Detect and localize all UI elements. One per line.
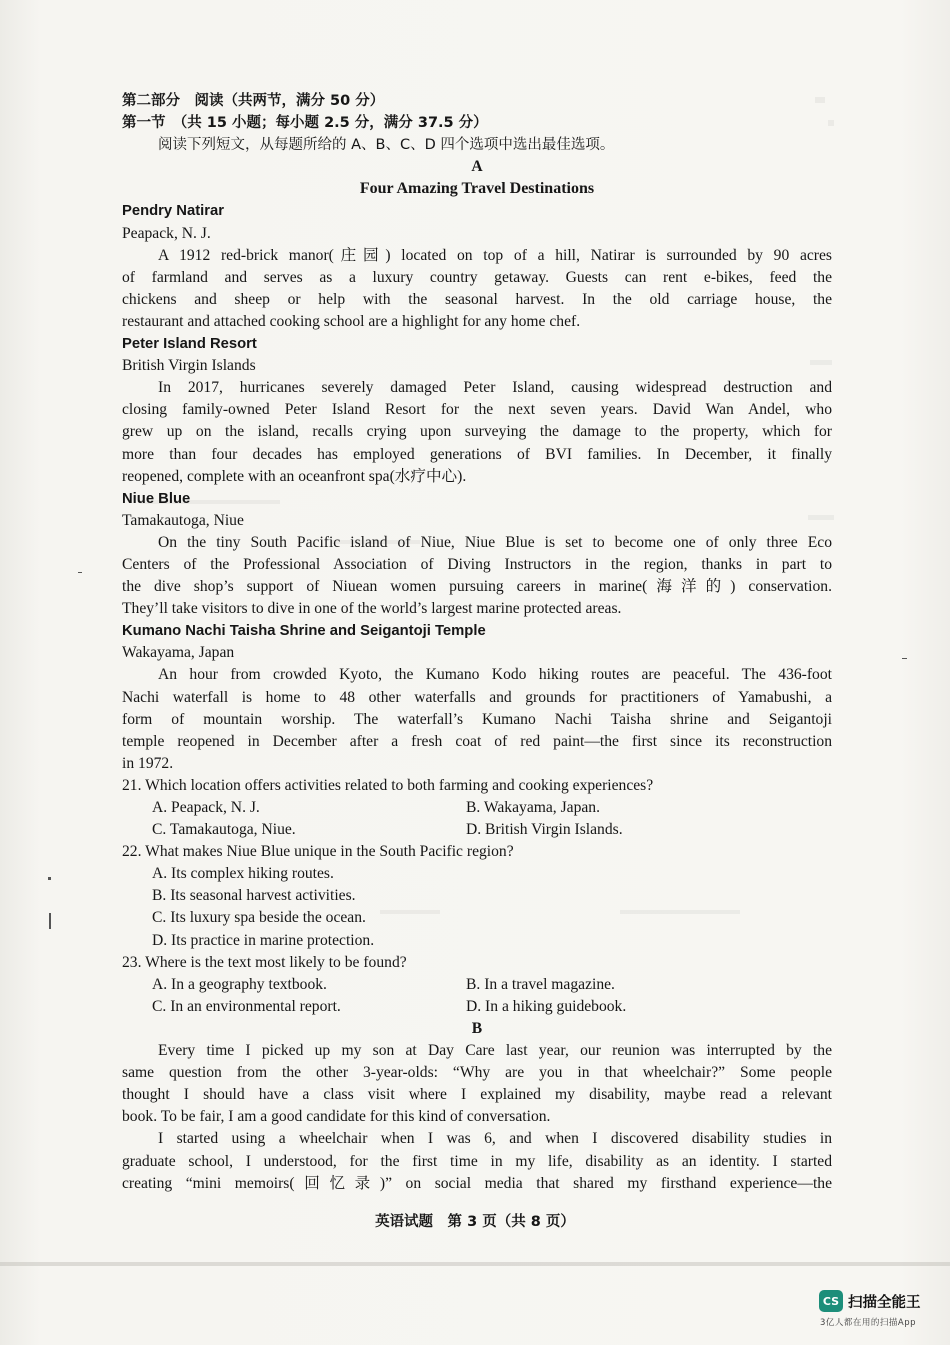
option-d: D. In a hiking guidebook. xyxy=(466,997,627,1015)
body-line: grew up on the island, recalls crying upon surveying the damage to the property, which for xyxy=(122,423,832,441)
body-line: A 1912 red-brick manor(庄园) located on top of a hill, Natirar is surrounded by 90 acres xyxy=(158,246,832,264)
exam-content xyxy=(122,90,832,1195)
body-line: of farmland and serves as a luxury country getaway. Guests can rent e-bikes, feed the xyxy=(122,268,832,286)
instructions: 阅读下列短文，从每题所给的 A、B、C、D 四个选项中选出最佳选项。 xyxy=(158,137,615,154)
option-b: B. In a travel magazine. xyxy=(466,975,615,993)
body-line: I started using a wheelchair when I was 6, and when I discovered disability studies in xyxy=(158,1130,832,1148)
body-line: closing family-owned Peter Island Resort for the next seven years. David Wan Andel, who xyxy=(122,401,832,419)
page-footer: 英语试题 第 3 页（共 8 页） xyxy=(375,1214,575,1230)
body-line: reopened, complete with an oceanfront spa(水疗中心). xyxy=(122,467,467,485)
option-row xyxy=(122,974,832,996)
option-a: A. Its complex hiking routes. xyxy=(152,865,334,883)
body-line: On the tiny South Pacific island of Niue, Niue Blue is set to become one of only three Eco xyxy=(158,533,832,551)
scan-edge-mark xyxy=(902,658,907,659)
option-c: C. Tamakautoga, Niue. xyxy=(152,821,296,839)
option-d: D. Its practice in marine protection. xyxy=(152,931,375,949)
body-line: more than four decades has employed generations of BVI families. In December, it finally xyxy=(122,445,832,463)
destination-location: Peapack, N. J. xyxy=(122,224,211,242)
scanner-tagline: 3亿人都在用的扫描App xyxy=(820,1318,917,1328)
body-line: form of mountain worship. The waterfall’s Kumano Nachi Taisha shrine and Seigantoji xyxy=(122,710,832,728)
body-line: book. To be fair, I am a good candidate for this kind of conversation. xyxy=(122,1108,551,1126)
body-line: graduate school, I understood, for the first time in my life, disability as an identity. I started xyxy=(122,1152,832,1170)
body-line: restaurant and attached cooking school are a highlight for any home chef. xyxy=(122,312,581,330)
body-line: In 2017, hurricanes severely damaged Peter Island, causing widespread destruction and xyxy=(158,379,832,397)
body-line: the dive shop’s support of Niuean women pursuing careers in marine(海洋的) conservation. xyxy=(122,578,832,596)
option-a: A. In a geography textbook. xyxy=(152,975,327,993)
body-line: They’ll take visitors to dive in one of the world’s largest marine protected areas. xyxy=(122,600,622,618)
scanner-app-name: 扫描全能王 xyxy=(848,1294,921,1311)
scan-edge-mark xyxy=(48,877,51,880)
destination-location: Tamakautoga, Niue xyxy=(122,511,244,529)
scanner-badge xyxy=(819,1290,921,1312)
camscanner-logo-icon: CS xyxy=(819,1290,843,1312)
destination-name: Kumano Nachi Taisha Shrine and Seigantoji Temple xyxy=(122,623,486,640)
section-heading: 第一节 （共 15 小题；每小题 2.5 分，满分 37.5 分） xyxy=(122,115,488,132)
option-row xyxy=(122,797,832,819)
body-line: creating “mini memoirs(回忆录)” on social media that shared my firsthand experience—the xyxy=(122,1174,832,1192)
option-d: D. British Virgin Islands. xyxy=(466,821,623,839)
body-line: same question from the other 3-year-olds: “Why are you in that wheelchair?” Some people xyxy=(122,1064,832,1082)
destination-location: Wakayama, Japan xyxy=(122,644,235,662)
scan-edge-mark xyxy=(49,913,51,929)
body-line: chickens and sheep or help with the seasonal harvest. In the old carriage house, the xyxy=(122,290,832,308)
question-stem: 21. Which location offers activities related to both farming and cooking experiences? xyxy=(122,776,654,794)
destination-location: British Virgin Islands xyxy=(122,357,256,375)
destination-name: Peter Island Resort xyxy=(122,336,257,353)
body-line: thought I should have a class visit where I explained my disability, maybe read a relevant xyxy=(122,1086,832,1104)
option-row xyxy=(122,996,832,1018)
destination-name: Pendry Natirar xyxy=(122,203,224,220)
scan-edge-mark xyxy=(78,572,82,573)
question-stem: 23. Where is the text most likely to be found? xyxy=(122,953,407,971)
option-a: A. Peapack, N. J. xyxy=(152,799,260,816)
body-line: Every time I picked up my son at Day Care last year, our reunion was interrupted by the xyxy=(158,1042,832,1060)
option-b: B. Its seasonal harvest activities. xyxy=(152,887,356,905)
option-c: C. In an environmental report. xyxy=(152,997,341,1015)
part-heading: 第二部分 阅读（共两节，满分 50 分） xyxy=(122,93,385,109)
body-line: temple reopened in December after a fresh coat of red paint—the first since its reconstruction xyxy=(122,732,832,750)
body-line: An hour from crowded Kyoto, the Kumano Kodo hiking routes are peaceful. The 436-foot xyxy=(158,666,832,684)
passage-b-label: B xyxy=(471,1019,483,1037)
option-c: C. Its luxury spa beside the ocean. xyxy=(152,909,366,927)
question-stem: 22. What makes Niue Blue unique in the South Pacific region? xyxy=(122,843,514,861)
body-line: in 1972. xyxy=(122,754,174,772)
option-b: B. Wakayama, Japan. xyxy=(466,799,600,816)
option-row xyxy=(122,819,832,841)
body-line: Centers of the Professional Association of Diving Instructors in the region, thanks in part to xyxy=(122,555,832,573)
passage-a-title: Four Amazing Travel Destinations xyxy=(359,180,595,198)
body-line: Nachi waterfall is home to 48 other waterfalls and grounds for practitioners of Yamabushi, a xyxy=(122,688,832,706)
passage-a-label: A xyxy=(471,158,483,176)
destination-name: Niue Blue xyxy=(122,490,191,507)
